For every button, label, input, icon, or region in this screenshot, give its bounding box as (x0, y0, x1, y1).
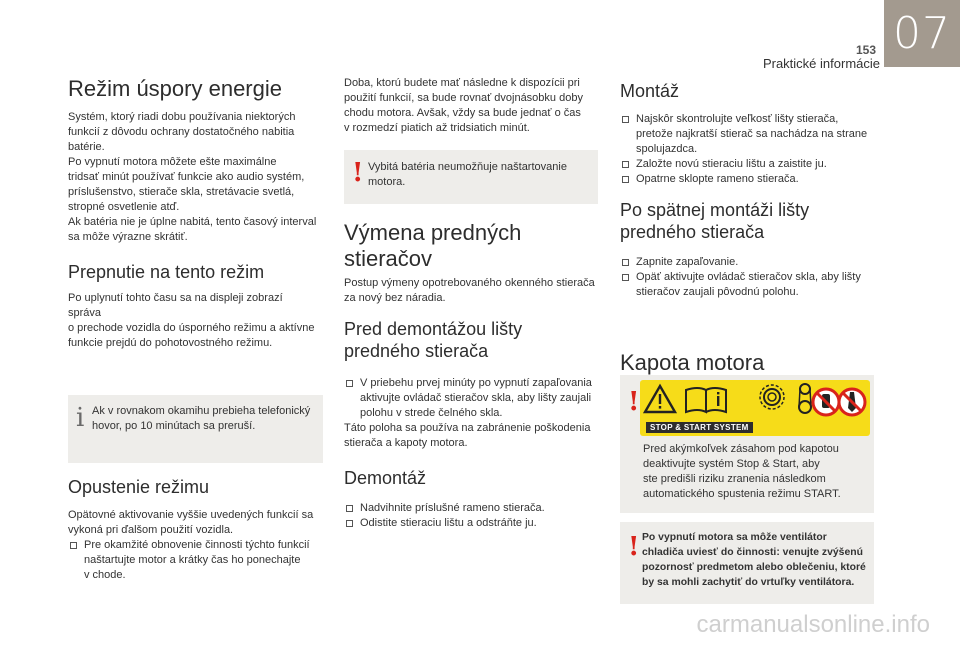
watermark: carmanualsonline.info (696, 611, 930, 638)
text-line: funkcie prejdú do pohotovostného režimu. (68, 337, 273, 349)
fan-belt-icon (760, 385, 784, 409)
demontaz-list (344, 501, 599, 531)
exit-bullet (68, 538, 323, 583)
text-line: použití funkcií, sa bude rovnať dvojnásobku doby (344, 92, 583, 104)
text-line: Pre okamžité obnovenie činnosti týchto funkcií (84, 539, 310, 551)
text-line: deaktivujte systém Stop & Start, aby (643, 458, 820, 470)
text-line: Opätovné aktivovanie vyššie uvedených funkcií sa (68, 509, 314, 521)
heading-line: Po spätnej montáži lišty (620, 200, 810, 220)
warning-icon: ! (352, 158, 364, 188)
subheading-after-mounting (620, 199, 875, 243)
text-line: hovor, po 10 minútach sa preruší. (92, 420, 256, 432)
subheading-before-removal (344, 318, 599, 362)
section-title: Praktické informácie (762, 56, 880, 71)
switch-text (68, 291, 318, 351)
list-item: Odistite stieraciu lištu a odstráňte ju. (344, 516, 599, 531)
column-1-lower (68, 476, 323, 583)
text-line: aktivujte ovládač stieračov skla, aby lišty zaujali (360, 392, 592, 404)
removal-text (344, 421, 599, 451)
text-line: Táto poloha sa používa na zabránenie poškodenia (344, 422, 591, 434)
heading-line: Pred demontážou lišty (344, 319, 523, 339)
fan-warning-text (642, 530, 872, 590)
text-line: Po vypnutí motora sa môže ventilátor (642, 532, 827, 543)
column-2 (344, 76, 599, 136)
text-line: Postup výmeny opotrebovaného okenného stierača (344, 277, 595, 289)
warning-note-text (368, 160, 590, 190)
subheading-demontaz: Demontáž (344, 468, 427, 488)
subheading-montaz: Montáž (620, 81, 680, 101)
text-line: v rozmedzí piatich až tridsiatich minút. (344, 122, 530, 134)
stop-start-sticker (640, 380, 870, 436)
warning-triangle-icon (645, 386, 675, 412)
text-line: o prechode vozidla do úsporného režimu a aktívne (68, 322, 315, 334)
text-line: tridsať minút používať funkcie ako audio systém, (68, 171, 305, 183)
info-note-text (92, 404, 317, 434)
text-line: polohu v strede čelného skla. (360, 407, 503, 419)
subheading-exit: Opustenie režimu (68, 477, 210, 497)
removal-bullet (344, 376, 599, 421)
list-item: Opatrne sklopte rameno stierača. (620, 172, 875, 187)
text-line: Vybitá batéria neumožňuje naštartovanie (368, 161, 567, 173)
column-1 (68, 76, 318, 351)
pulley-icon (799, 384, 811, 413)
text-line: automatického spustenia režimu START. (643, 488, 841, 500)
text-line: chodu motora. Avšak, vždy sa bude jednať o čas (344, 107, 581, 119)
text-line: by sa mohli zachytiť do vrtuľky ventilátora. (642, 577, 855, 588)
text-line: motora. (368, 176, 406, 188)
warning-icon: ! (628, 387, 640, 417)
heading-line: Výmena predných (344, 220, 522, 245)
manual-book-icon (686, 388, 726, 412)
text-line: Ak v rovnakom okamihu prebieha telefonický (92, 405, 311, 417)
after-list (620, 255, 875, 300)
text-line: Doba, ktorú budete mať následne k dispozícii pri (344, 77, 580, 89)
text-line: príslušenstvo, stierače skla, stretávacie svetlá, (68, 186, 295, 198)
info-note-box (68, 395, 323, 463)
text-line: vykoná pri ďalšom použití vozidla. (68, 524, 234, 536)
text-line: pozornosť predmetom alebo oblečeniu, ktoré (642, 562, 866, 573)
intro-text (68, 110, 318, 245)
text-line: Ak batéria nie je úplne nabitá, tento časový interval (68, 216, 317, 228)
text-line: stierača a kapoty motora. (344, 437, 468, 449)
text-line: ste predišli riziku zranenia následkom (643, 473, 826, 485)
info-icon: i (76, 403, 85, 433)
hood-note-text (643, 442, 868, 502)
text-line: batérie. (68, 141, 105, 153)
heading-line: predného stierača (620, 222, 765, 242)
list-item: Založte novú stieraciu lištu a zaistite ju. (620, 157, 875, 172)
text-line: Pred akýmkoľvek zásahom pod kapotou (643, 443, 839, 455)
text-line: V priebehu prvej minúty po vypnutí zapaľovania (360, 377, 592, 389)
list-item: Najskôr skontrolujte veľkosť lišty stierača, pretože najkratší stierač sa nachádza na strane spolujazdca. (620, 112, 875, 157)
text-line: chladiča uviesť do činnosti: venujte zvýšenú (642, 547, 863, 558)
no-tie-icon (839, 389, 865, 415)
list-item: Nadvihnite príslušné rameno stierača. (344, 501, 599, 516)
heading-line: predného stierača (344, 341, 489, 361)
text-line: v chode. (84, 569, 126, 581)
text-line: stropné osvetlenie atď. (68, 201, 180, 213)
list-item: Opäť aktivujte ovládač stieračov skla, aby lišty stieračov zaujali pôvodnú polohu. (620, 270, 875, 300)
column-2-lower (344, 220, 599, 531)
stop-start-label: STOP & START SYSTEM (646, 422, 753, 433)
warning-note-fan (620, 522, 874, 604)
exit-text (68, 508, 323, 538)
montaz-list (620, 112, 875, 187)
no-hand-icon (813, 389, 839, 415)
text-line: Systém, ktorý riadi dobu používania niektorých (68, 111, 296, 123)
subheading-switch: Prepnutie na tento režim (68, 262, 265, 282)
text-line: sa môže výrazne skrátiť. (68, 231, 188, 243)
heading-line: stieračov (344, 246, 433, 271)
chapter-tab: 07 (884, 0, 960, 67)
warning-note-battery (344, 150, 598, 204)
list-item: Zapnite zapaľovanie. (620, 255, 875, 270)
section-heading-wipers (344, 220, 599, 272)
text-line: Po vypnutí motora môžete ešte maximálne (68, 156, 277, 168)
section-heading-energy-saving: Režim úspory energie (68, 76, 282, 101)
text-line: Po uplynutí tohto času sa na displeji zobrazí správa (68, 292, 283, 319)
warning-icon: ! (628, 532, 640, 562)
text-line: naštartujte motor a krátky čas ho ponechajte (84, 554, 301, 566)
page-number: 153 (855, 43, 876, 57)
text-line: funkcií z dôvodu ochrany dostatočného nabitia (68, 126, 295, 138)
column-3 (620, 80, 875, 376)
text-line: za nový bez náradia. (344, 292, 446, 304)
wiper-text (344, 276, 599, 306)
section-heading-hood: Kapota motora (620, 350, 765, 375)
